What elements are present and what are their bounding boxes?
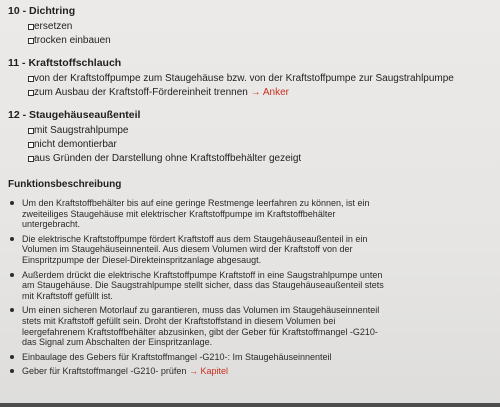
bottom-edge [0,403,500,407]
square-bullet-icon [28,142,34,148]
functional-description-title: Funktionsbeschreibung [8,179,122,190]
square-bullet-icon [28,90,34,96]
section-heading: 10 - Dichtring [8,5,76,17]
functional-description-list [8,198,494,377]
section-12-list [8,124,494,166]
section-10-list [8,20,494,48]
section-12 [8,108,494,166]
section-10 [8,4,494,48]
list-item: Um den Kraftstoffbehälter bis auf eine geringe Restmenge leerfahren zu können, ist ein zweiteiliges Staugehäuse mit elektrischer Kraftstoffpumpe im Kraftstoffbehälter untergebracht. [8,198,494,230]
bullet-dot-icon [10,369,14,373]
list-item: mit Saugstrahlpumpe [8,124,494,138]
list-item: Um einen sicheren Motorlauf zu garantieren, muss das Volumen im Staugehäuseinnenteil stets mit Kraftstoff gefüllt sein. Droht der Kraftstoffstand in diesem Volumen bei leergefahrenem Kraftstoffbehälter abzusinken, gibt der Geber für Kraftstoffmangel -G210- das Signal zum Abschalten der Einspritzanlage. [8,305,494,347]
bullet-dot-icon [10,273,14,277]
list-item: Die elektrische Kraftstoffpumpe fördert Kraftstoff aus dem Staugehäuseaußenteil in ein Volumen im Staugehäuseinnenteil. Aus diesem Volumen wird der Kraftstoff von der Einspritzpumpe der Diesel-Direkteinspritzanlage abgesaugt. [8,234,494,266]
list-item: Außerdem drückt die elektrische Kraftstoffpumpe Kraftstoff in eine Saugstrahlpumpe unten am Staugehäuse. Die Saugstrahlpumpe stellt sicher, dass das Staugehäuseaußenteil stets mit Kraftstoff gefüllt ist. [8,270,494,302]
arrow-right-icon: → [250,87,261,98]
section-heading: 12 - Staugehäuseaußenteil [8,109,141,121]
list-item: zum Ausbau der Kraftstoff-Fördereinheit trennen → Anker [8,86,494,100]
square-bullet-icon [28,38,34,44]
bullet-dot-icon [10,237,14,241]
section-heading: 11 - Kraftstoffschlauch [8,57,122,69]
list-item: ersetzen [8,20,494,34]
list-item: trocken einbauen [8,34,494,48]
list-item: Geber für Kraftstoffmangel -G210- prüfen → Kapitel [8,366,494,377]
functional-description [8,178,494,377]
list-item: nicht demontierbar [8,138,494,152]
bullet-dot-icon [10,308,14,312]
section-11-list [8,72,494,100]
kapitel-link[interactable]: Kapitel [200,366,228,377]
anker-link[interactable]: Anker [262,87,289,98]
list-item: aus Gründen der Darstellung ohne Kraftstoffbehälter gezeigt [8,152,494,166]
list-item: Einbaulage des Gebers für Kraftstoffmangel -G210-: Im Staugehäuseinnenteil [8,352,494,363]
square-bullet-icon [28,156,34,162]
square-bullet-icon [28,128,34,134]
bullet-dot-icon [10,201,14,205]
list-item: von der Kraftstoffpumpe zum Staugehäuse bzw. von der Kraftstoffpumpe zur Saugstrahlpumpe [8,72,494,86]
arrow-right-icon: → [188,366,198,377]
bullet-dot-icon [10,355,14,359]
square-bullet-icon [28,76,34,82]
square-bullet-icon [28,24,34,30]
section-11 [8,56,494,100]
